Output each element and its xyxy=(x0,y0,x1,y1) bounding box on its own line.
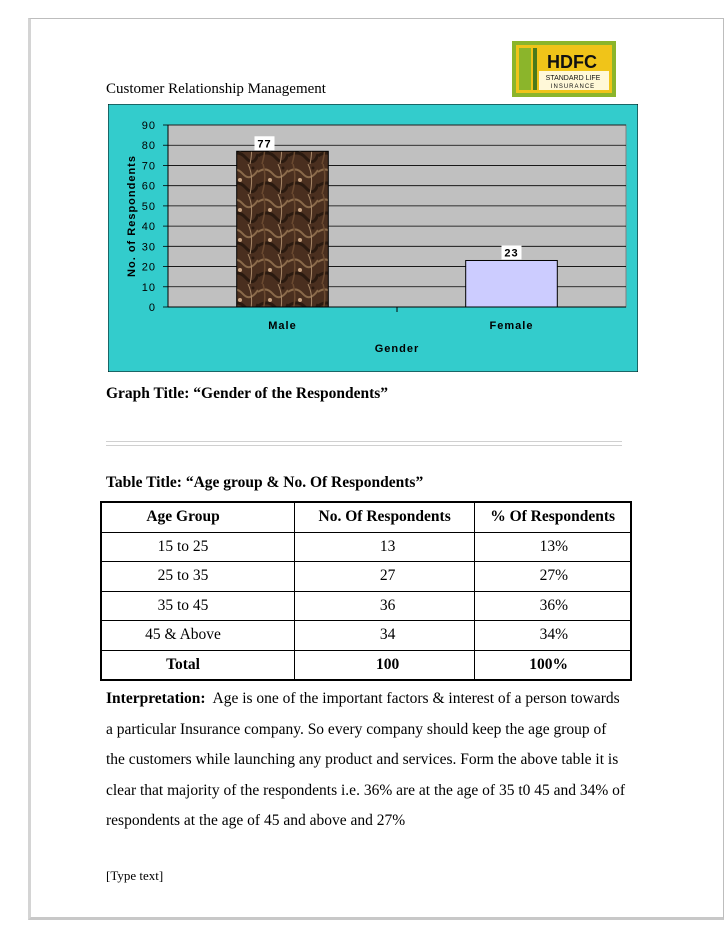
chart-data-label: 77 xyxy=(257,138,272,151)
chart-y-tick-label: 20 xyxy=(141,261,156,274)
chart-x-axis-label: Gender xyxy=(374,343,420,355)
table-cell: 13% xyxy=(475,532,631,562)
chart-x-tick-label: Male xyxy=(268,320,297,332)
table-total-cell: Total xyxy=(101,650,295,680)
table-row xyxy=(101,532,631,562)
table-cell: 27 xyxy=(295,562,475,592)
table-cell: 36 xyxy=(295,591,475,621)
chart-y-tick-label: 10 xyxy=(141,281,156,294)
chart-y-axis-label: No. of Respondents xyxy=(126,155,138,277)
table-cell: 34 xyxy=(295,621,475,651)
document-header-title: Customer Relationship Management xyxy=(106,81,326,97)
table-cell: 35 to 45 xyxy=(101,591,295,621)
table-total-cell: 100 xyxy=(295,650,475,680)
chart-x-tick-label: Female xyxy=(489,320,534,332)
chart-y-tick-label: 50 xyxy=(141,200,156,213)
table-total-row xyxy=(101,650,631,680)
logo-text-hdfc: HDFC xyxy=(547,52,597,72)
section-divider xyxy=(106,441,622,446)
gender-bar-chart xyxy=(108,104,638,372)
chart-y-tick-label: 60 xyxy=(141,180,156,193)
table-header-cell: No. Of Respondents xyxy=(295,502,475,532)
chart-y-tick-label: 40 xyxy=(141,221,156,234)
table-row xyxy=(101,621,631,651)
chart-y-tick-label: 90 xyxy=(141,120,156,132)
table-row xyxy=(101,591,631,621)
chart-y-tick-label: 80 xyxy=(141,140,156,153)
table-cell: 25 to 35 xyxy=(101,562,295,592)
chart-y-tick-label: 70 xyxy=(141,160,156,173)
logo-text-insurance: INSURANCE xyxy=(550,84,596,90)
table-row xyxy=(101,562,631,592)
hdfc-standard-life-logo xyxy=(512,41,616,97)
interpretation-paragraph xyxy=(106,684,626,837)
chart-bar-female xyxy=(466,260,558,307)
chart-data-label: 23 xyxy=(504,247,519,260)
age-group-table xyxy=(100,501,632,681)
table-cell: 45 & Above xyxy=(101,621,295,651)
table-cell: 13 xyxy=(295,532,475,562)
page-footer: [Type text] xyxy=(106,868,164,883)
table-cell: 36% xyxy=(475,591,631,621)
table-cell: 34% xyxy=(475,621,631,651)
table-header-cell: Age Group xyxy=(101,502,295,532)
table-title: Table Title: “Age group & No. Of Respondents” xyxy=(106,474,424,491)
table-header-row xyxy=(101,502,631,532)
chart-y-tick-label: 30 xyxy=(141,241,156,254)
table-cell: 15 to 25 xyxy=(101,532,295,562)
chart-bar-male xyxy=(237,151,329,307)
logo-text-standard-life: STANDARD LIFE xyxy=(545,75,601,82)
table-cell: 27% xyxy=(475,562,631,592)
chart-y-tick-label: 0 xyxy=(148,302,156,314)
interpretation-label: Interpretation: xyxy=(106,690,206,707)
table-header-cell: % Of Respondents xyxy=(475,502,631,532)
graph-title: Graph Title: “Gender of the Respondents” xyxy=(106,385,389,402)
table-total-cell: 100% xyxy=(475,650,631,680)
interpretation-text: Age is one of the important factors & interest of a person towards a particular Insurance company. So every company should keep the age group of the customers while launching any product and services. Form the above table it is clear that majority of the respondents i.e. 36% are at the age of 35 t0 45 and 34% of respondents at the age of 45 and above and 27% xyxy=(106,690,626,829)
